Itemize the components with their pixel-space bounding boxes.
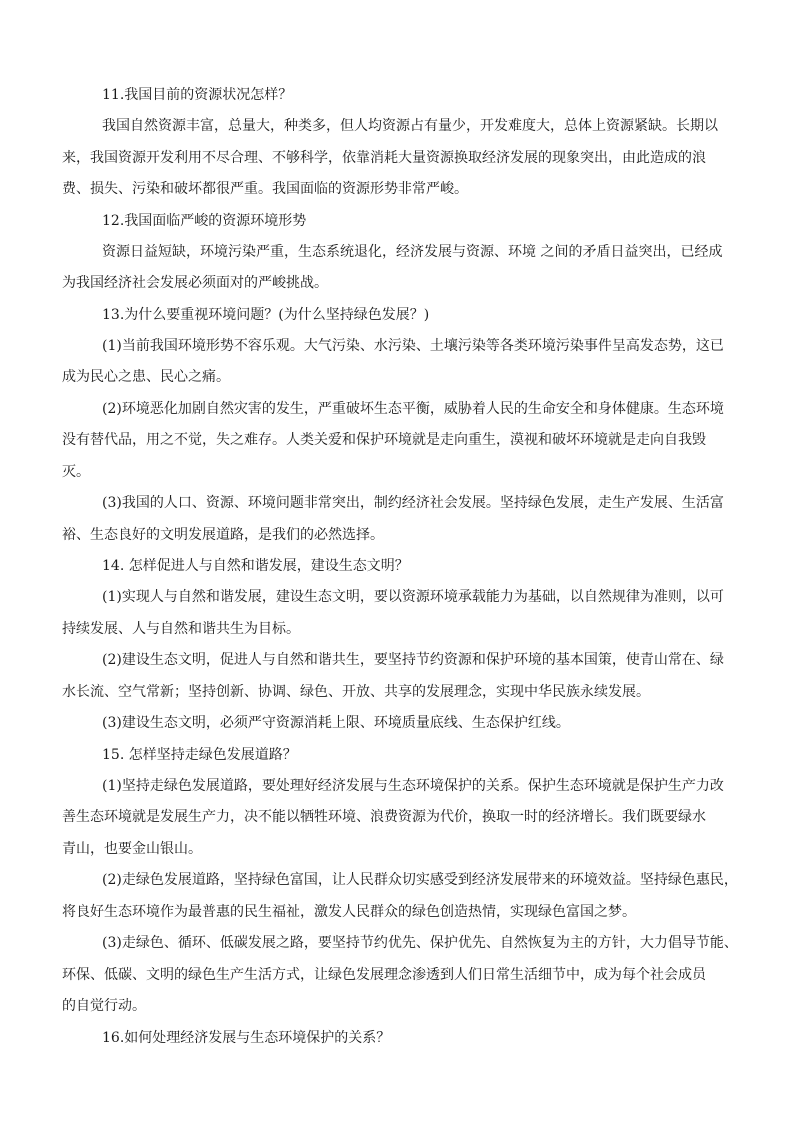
answer-paragraph [62,488,724,551]
paragraph-line: 没有替代品，用之不觉，失之难存。人类关爱和保护环境就是走向重生，漠视和破坏环境就是走向自我毁 [62,432,706,448]
paragraph-line: 我国自然资源丰富，总量大，种类多，但人均资源占有量少，开发难度大，总体上资源紧缺。长期以 [102,118,718,134]
answer-paragraph [62,928,738,1023]
paragraph-line: 裕、生态良好的文明发展道路，是我们的必然选择。 [62,526,384,543]
paragraph-line: (2)环境恶化加剧自然灾害的发生，严重破坏生态平衡，威胁着人民的生命安全和身体健康。生态环境 [102,400,724,417]
paragraph-line: 来，我国资源开发利用不尽合理、不够科学，依靠消耗大量资源换取经济发展的现象突出，由此造成的浪 [62,149,706,166]
paragraph-line: 的自觉行动。 [62,998,146,1014]
paragraph-line: (1)实现人与自然和谐发展，建设生态文明，要以资源环境承载能力为基础，以自然规律为准则，以可 [102,589,724,605]
paragraph-line: 水长流、空气常新；坚持创新、协调、绿色、开放、共享的发展理念，实现中华民族永续发展。 [62,683,650,700]
paragraph-line: 环保、低碳、文明的绿色生产生活方式，让绿色发展理念渗透到人们日常生活细节中，成为每个社会成员 [62,966,706,983]
paragraph-line: 资源日益短缺，环境污染严重，生态系统退化，经济发展与资源、环境 之间的矛盾日益突出，已经成 [102,243,723,260]
paragraph-line: (3)我国的人口、资源、环境问题非常突出，制约经济社会发展。坚持绿色发展，走生产发展、生活富 [102,495,724,511]
paragraph-line: 持续发展、人与自然和谐共生为目标。 [62,620,300,637]
paragraph-line: 善生态环境就是发展生产力，决不能以牺牲环境、浪费资源为代价，换取一时的经济增长。我们既要绿水 [62,809,706,825]
paragraph-line: (1)当前我国环境形势不容乐观。大气污染、水污染、土壤污染等各类环境污染事件呈高发态势，这已 [102,337,724,354]
answer-paragraph [62,865,738,928]
paragraph-line: (2)建设生态文明，促进人与自然和谐共生，要坚持节约资源和保护环境的基本国策，使青山常在、绿 [102,652,724,668]
paragraph-line: 青山，也要金山银山。 [62,840,202,857]
answer-paragraph [62,237,723,300]
question-heading: 15. 怎样坚持走绿色发展道路？ [102,746,297,763]
paragraph-line: 费、损失、污染和破坏都很严重。我国面临的资源形势非常严峻。 [62,181,468,197]
answer-paragraph [62,645,724,708]
paragraph-line: 将良好生态环境作为最普惠的民生福祉，激发人民群众的绿色创造热情，实现绿色富国之梦。 [62,903,636,920]
answer-paragraph [62,771,724,866]
answer-paragraph [62,394,724,489]
paragraph-line: (1)坚持走绿色发展道路，要处理好经济发展与生态环境保护的关系。保护生态环境就是保护生产力改 [102,777,724,794]
answer-paragraph [62,111,718,206]
question-heading: 13.为什么要重视环境问题？(为什么坚持绿色发展？) [102,306,430,323]
paragraph-line: (3)走绿色、循环、低碳发展之路，要坚持节约优先、保护优先、自然恢复为主的方针，大力倡导节能、 [102,935,738,951]
question-heading: 12.我国面临严峻的资源环境形势 [102,212,307,229]
paragraph-line: (2)走绿色发展道路，坚持绿色富国，让人民群众切实感受到经济发展带来的环境效益。坚持绿色惠民， [102,872,738,888]
answer-paragraph [62,331,724,394]
question-heading: 11.我国目前的资源状况怎样？ [102,87,293,103]
answer-paragraph [82,708,714,740]
question-heading: 14. 怎样促进人与自然和谐发展，建设生态文明？ [102,558,409,574]
question-heading: 16.如何处理经济发展与生态环境保护的关系？ [102,1029,391,1046]
paragraph-line: 为我国经济社会发展必须面对的严峻挑战。 [62,275,328,291]
answer-paragraph [62,582,724,645]
paragraph-line: 灭。 [62,463,90,480]
paragraph-line: 成为民心之患、民心之痛。 [62,369,230,385]
paragraph-line: (3)建设生态文明，必须严守资源消耗上限、环境质量底线、生态保护红线。 [102,715,570,731]
